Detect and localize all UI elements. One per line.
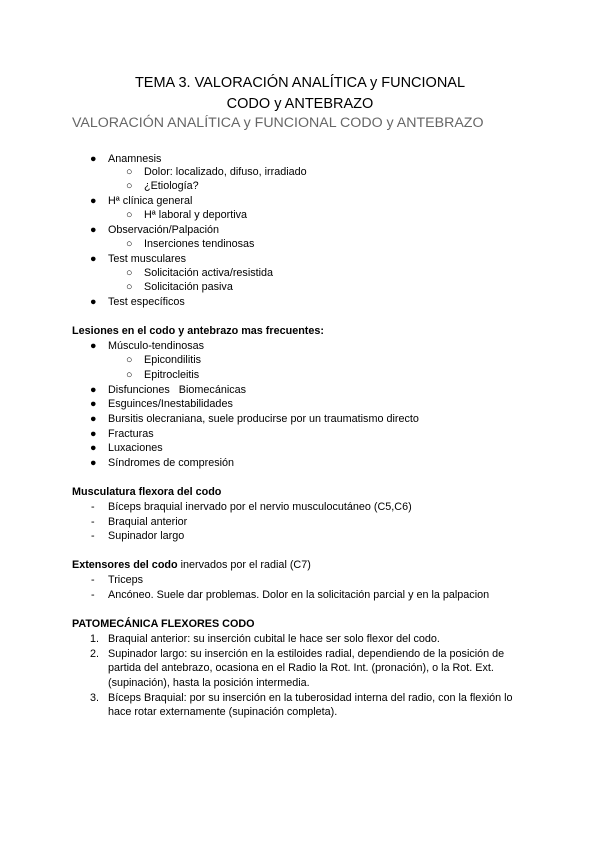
bullet-circle: ○ [126,180,133,192]
bullet-disc: ● [90,296,97,308]
bullet-circle: ○ [126,267,133,279]
list-item-observacion: Observación/Palpación [108,224,220,236]
list-subitem-inserciones: Inserciones tendinosas [144,238,255,250]
extensores-item: Ancóneo. Suele dar problemas. Dolor en la solicitación parcial y en la palpacion [108,589,490,601]
bullet-disc: ● [90,195,97,207]
patomecanica-line: (supinación), hasta la posición intermedia. [108,677,310,689]
patomecanica-line: Bíceps Braquial: por su inserción en la tuberosidad interna del radio, con la flexión lo [108,692,513,704]
list-number: 2. [90,648,100,660]
bullet-circle: ○ [126,281,133,293]
bullet-dash: - [91,574,95,586]
bullet-circle: ○ [126,354,133,366]
extensores-item: Triceps [108,574,143,586]
bullet-dash: - [91,501,95,513]
flexora-heading: Musculatura flexora del codo [72,486,222,498]
bullet-disc: ● [90,442,97,454]
list-item-test-especificos: Test específicos [108,296,185,308]
patomecanica-line: partida del antebrazo, ocasiona en el Radio la Rot. Int. (pronación), o la Rot. Ext. [108,662,494,674]
bullet-disc: ● [90,413,97,425]
list-subitem-dolor: Dolor: localizado, difuso, irradiado [144,166,307,178]
lesion-subitem: Epitrocleitis [144,369,200,381]
flexora-item: Bíceps braquial inervado por el nervio musculocutáneo (C5,C6) [108,501,412,513]
bullet-dash: - [91,530,95,542]
lesion-item: Disfunciones Biomecánicas [108,384,247,396]
extensores-heading-rest: inervados por el radial (C7) [177,559,311,571]
bullet-disc: ● [90,224,97,236]
list-item-anamnesis: Anamnesis [108,153,162,165]
document-subtitle: VALORACIÓN ANALÍTICA y FUNCIONAL CODO y ANTEBRAZO [72,115,484,131]
lesion-item: Síndromes de compresión [108,457,235,469]
lesion-item: Fracturas [108,428,154,440]
lesion-item: Esguinces/Inestabilidades [108,398,233,410]
bullet-circle: ○ [126,238,133,250]
list-item-clinica-general: Hª clínica general [108,195,193,207]
list-subitem-activa: Solicitación activa/resistida [144,267,274,279]
flexora-item: Braquial anterior [108,516,188,528]
bullet-circle: ○ [126,369,133,381]
bullet-disc: ● [90,398,97,410]
bullet-dash: - [91,516,95,528]
patomecanica-line: Supinador largo: su inserción en la estiloides radial, dependiendo de la posición de [108,648,505,660]
extensores-heading-bold: Extensores del codo [72,559,178,571]
bullet-disc: ● [90,253,97,265]
bullet-disc: ● [90,153,97,165]
list-number: 1. [90,633,100,645]
bullet-disc: ● [90,457,97,469]
bullet-disc: ● [90,340,97,352]
lesion-item: Luxaciones [108,442,163,454]
lesion-item: Músculo-tendinosas [108,340,205,352]
bullet-disc: ● [90,384,97,396]
patomecanica-line: hace rotar externamente (supinación completa). [108,706,338,718]
list-number: 3. [90,692,100,704]
lesion-subitem: Epicondilitis [144,354,202,366]
patomecanica-heading: PATOMECÁNICA FLEXORES CODO [72,618,255,630]
list-subitem-etiologia: ¿Etiología? [144,180,199,192]
lesiones-heading: Lesiones en el codo y antebrazo mas frecuentes: [72,325,325,337]
list-item-test-musculares: Test musculares [108,253,187,265]
list-subitem-laboral: Hª laboral y deportiva [144,209,248,221]
document-title-line2: CODO y ANTEBRAZO [226,96,374,112]
flexora-item: Supinador largo [108,530,185,542]
extensores-heading [72,558,311,572]
document-title-line1: TEMA 3. VALORACIÓN ANALÍTICA y FUNCIONAL [134,75,466,91]
bullet-disc: ● [90,428,97,440]
patomecanica-line: Braquial anterior: su inserción cubital le hace ser solo flexor del codo. [108,633,440,645]
list-subitem-pasiva: Solicitación pasiva [144,281,233,293]
bullet-circle: ○ [126,166,133,178]
bullet-dash: - [91,589,95,601]
lesion-item: Bursitis olecraniana, suele producirse por un traumatismo directo [108,413,419,425]
bullet-circle: ○ [126,209,133,221]
